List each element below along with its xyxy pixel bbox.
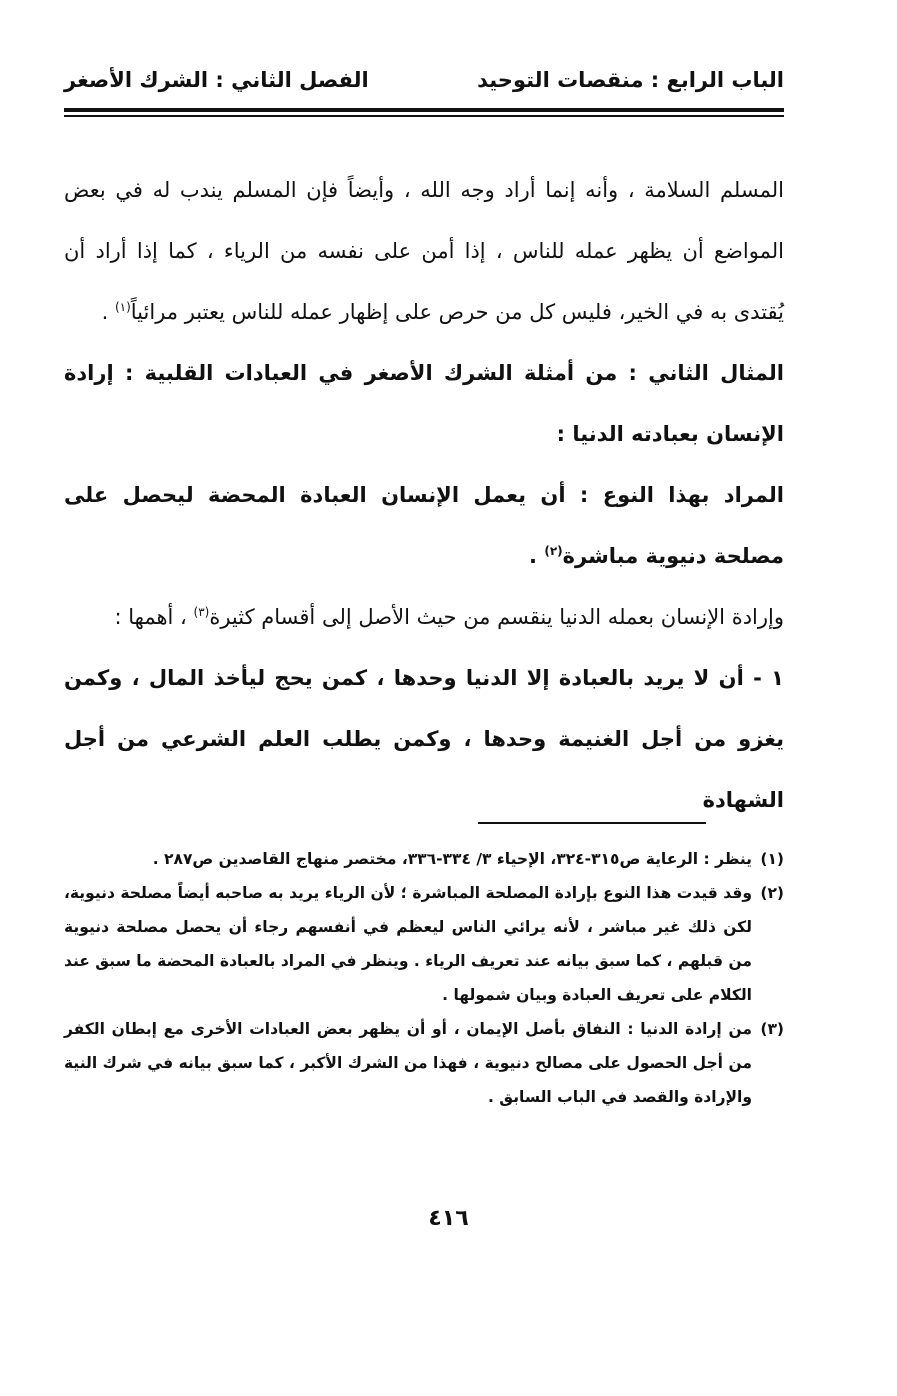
- footnote-1: [64, 842, 784, 876]
- paragraph-3-text: المراد بهذا النوع : أن يعمل الإنسان العبادة المحضة ليحصل على مصلحة دنيوية مباشرة: [64, 483, 784, 568]
- paragraph-2-heading: المثال الثاني : من أمثلة الشرك الأصغر في العبادات القلبية : إرادة الإنسان بعبادته الدنيا :: [64, 361, 784, 446]
- footnote-3: [64, 1012, 784, 1114]
- footnote-ref-2: (٢): [544, 544, 563, 558]
- paragraph-5: ١ - أن لا يريد بالعبادة إلا الدنيا وحدها ، كمن يحج ليأخذ المال ، وكمن يغزو من أجل الغنيمة وحدها ، وكمن يطلب العلم الشرعي من أجل الشهادة: [64, 666, 784, 812]
- footnote-2-text: وقد قيدت هذا النوع بإرادة المصلحة المباشرة ؛ لأن الرياء يريد به صاحبه أيضاً مصلحة دنيوية، لكن ذلك غير مباشر ، لأنه يرائي الناس ليعظم في أنفسهم رجاء أن يحصل مصلحة دنيوية من قبلهم ، كما سبق بيانه عند تعريف الرياء . وينظر في المراد بالعبادة المحضة ما سبق عند الكلام على تعريف العبادة وبيان شمولها .: [64, 884, 752, 1004]
- paragraph-1-end: .: [101, 300, 115, 324]
- paragraph-3-end: .: [529, 544, 545, 568]
- page-number: ٤١٦: [428, 1206, 469, 1231]
- footnote-3-number: (٣): [760, 1020, 784, 1038]
- header-rule-thin: [64, 115, 784, 117]
- footnote-ref-3: (٣): [193, 605, 210, 619]
- paragraph-4-text: وإرادة الإنسان بعمله الدنيا ينقسم من حيث الأصل إلى أقسام كثيرة: [209, 605, 784, 629]
- footnote-3-text: من إرادة الدنيا : النفاق بأصل الإيمان ، أو أن يظهر بعض العبادات الأخرى مع إبطان الكفر من أجل الحصول على مصالح دنيوية ، فهذا من الشرك الأكبر ، كما سبق بيانه في شرك النية والإرادة والقصد في الباب السابق .: [64, 1020, 752, 1106]
- header-chapter-title: الباب الرابع : منقصات التوحيد: [477, 68, 784, 92]
- footnote-2-number: (٢): [760, 884, 784, 902]
- paragraph-4-end: ، أهمها :: [114, 605, 194, 629]
- running-header: [64, 58, 784, 102]
- paragraph-4: [64, 587, 784, 648]
- footnote-1-number: (١): [760, 850, 784, 868]
- main-text: [64, 160, 784, 831]
- footnote-2: [64, 876, 784, 1012]
- header-section-title: الفصل الثاني : الشرك الأصغر: [64, 68, 369, 92]
- footnote-separator: [478, 822, 706, 824]
- footnotes: [64, 842, 784, 1114]
- header-rule-thick: [64, 108, 784, 112]
- paragraph-3: [64, 465, 784, 587]
- paragraph-1-text: المسلم السلامة ، وأنه إنما أراد وجه الله ، وأيضاً فإن المسلم يندب له في بعض المواضع أن يظهر عمله للناس ، إذا أمن على نفسه من الرياء ، كما إذا أراد أن يُقتدى به في الخير، فليس كل من حرص على إظهار عمله للناس يعتبر مرائياً: [64, 178, 784, 324]
- paragraph-1: [64, 160, 784, 343]
- footnote-1-text: ينظر : الرعاية ص٣١٥-٣٢٤، الإحياء ٣/ ٣٣٤-٣٣٦، مختصر منهاج القاصدين ص٢٨٧ .: [152, 850, 752, 868]
- footnote-ref-1: (١): [114, 300, 131, 314]
